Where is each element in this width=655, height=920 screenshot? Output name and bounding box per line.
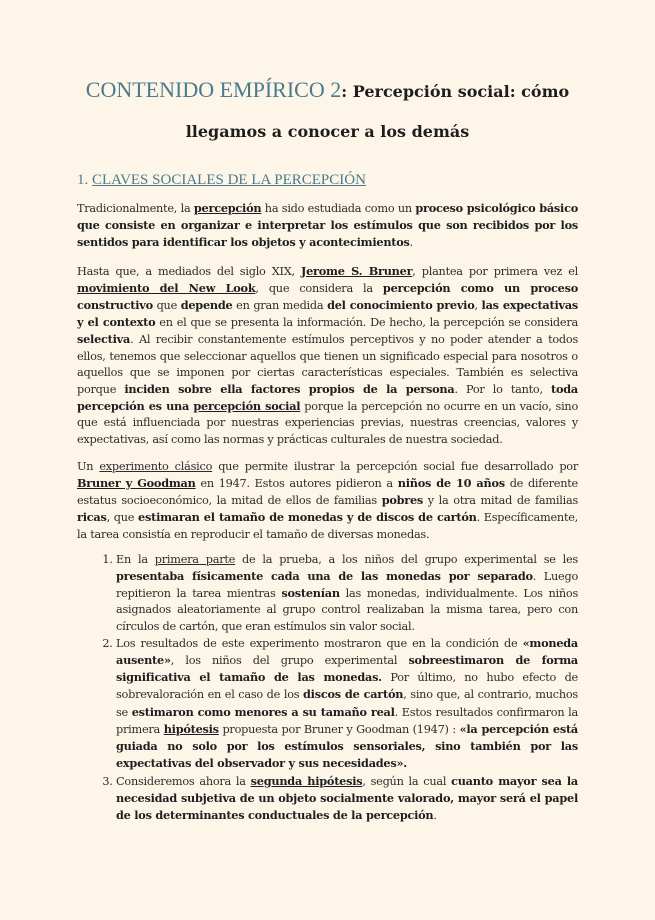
section-number: 1. xyxy=(77,172,89,188)
list-item: 3. Consideremos ahora la segunda hipótesis, según la cual cuanto mayor sea la necesidad subjetiva de un objeto socialmente valorado, mayor será el papel de los determinantes conductuales de la percepción. xyxy=(116,773,578,825)
list-item: 1. En la primera parte de la prueba, a los niños del grupo experimental se les presentaba físicamente cada una de las monedas por separado. Luego repitieron la tarea mientras sostenían las monedas, individualmente. Los niños asignados aleatoriamente al grupo control realizaban la misma tarea, pero con círculos de cartón, que eran estímulos sin valor social. xyxy=(116,552,578,635)
title-rest: : Percepción social: cómo xyxy=(341,82,570,101)
title-accent: CONTENIDO EMPÍRICO 2 xyxy=(85,77,342,102)
document-page xyxy=(0,72,655,920)
section-heading xyxy=(77,172,578,189)
term-primera-parte: primera parte xyxy=(154,552,236,566)
title-line-2: llegamos a conocer a los demás xyxy=(185,122,470,141)
document-title xyxy=(77,72,578,150)
term-percepcion: percepción xyxy=(193,201,262,215)
paragraph-3: Un experimento clásico que permite ilustrar la percepción social fue desarrollado por Bruner y Goodman en 1947. Estos autores pidieron a niños de 10 años de diferente estatus socioeconómico, la mitad de ellos de familias pobres y la otra mitad de familias ricas, que estimaran el tamaño de monedas y de discos de cartón. Específicamente, la tarea consistía en reproducir el tamaño de diversas monedas. xyxy=(77,459,579,541)
paragraph-1: Tradicionalmente, la percepción ha sido estudiada como un proceso psicológico básico que consiste en organizar e interpretar los estímulos que son recibidos por los sentidos para identificar los objetos y acontecimientos. xyxy=(77,201,578,250)
term-hipotesis: hipótesis xyxy=(163,721,219,736)
list-item: 2. Los resultados de este experimento mostraron que en la condición de «moneda ausente», los niños del grupo experimental sobreestimaron de forma significativa el tamaño de las monedas. Por último, no hubo efecto de sobrevaloración en el caso de los discos de cartón, sino que, al contrario, muchos se estimaron como menores a su tamaño real. Estos resultados confirmaron la primera hipótesis propuesta por Bruner y Goodman (1947) : «la percepción está guiada no solo por los estímulos sensoriales, sino también por las expectativas del observador y sus necesidades». xyxy=(116,635,578,773)
term-percepcion-social: percepción social xyxy=(193,399,301,414)
authors-bruner-goodman: Bruner y Goodman xyxy=(77,476,196,491)
paragraph-2: Hasta que, a mediados del siglo XIX, Jerome S. Bruner, plantea por primera vez el movimiento del New Look, que considera la percepción como un proceso constructivo que depende en gran medida del conocimiento previo, las expectativas y el contexto en el que se presenta la información. De hecho, la percepción se considera selectiva. Al recibir constantemente estímulos perceptivos y no poder atender a todos ellos, tenemos que seleccionar aquellos que tienen un significado especial para nosotros o aquellos que se imponen por ciertas características especiales. También es selectiva porque inciden sobre ella factores propios de la persona. Por lo tanto, toda percepción es una percepción social porque la percepción no ocurre en un vacío, sino que está influenciada por nuestras experiencias previas, nuestras creencias, valores y expectativas, así como las normas y prácticas culturales de nuestra sociedad. xyxy=(77,263,579,446)
term-experimento-clasico: experimento clásico xyxy=(99,459,213,473)
term-segunda-hipotesis: segunda hipótesis xyxy=(250,773,363,788)
numbered-list xyxy=(77,552,578,824)
author-bruner: Jerome S. Bruner xyxy=(300,263,413,278)
definition-bold: proceso psicológico básico que consiste en organizar e interpretar los estímulos que son recibidos por los sentidos para identificar los objetos y acontecimientos xyxy=(77,201,578,250)
term-new-look: movimiento del New Look xyxy=(77,280,256,295)
section-heading-text: CLAVES SOCIALES DE LA PERCEPCIÓN xyxy=(92,172,366,188)
